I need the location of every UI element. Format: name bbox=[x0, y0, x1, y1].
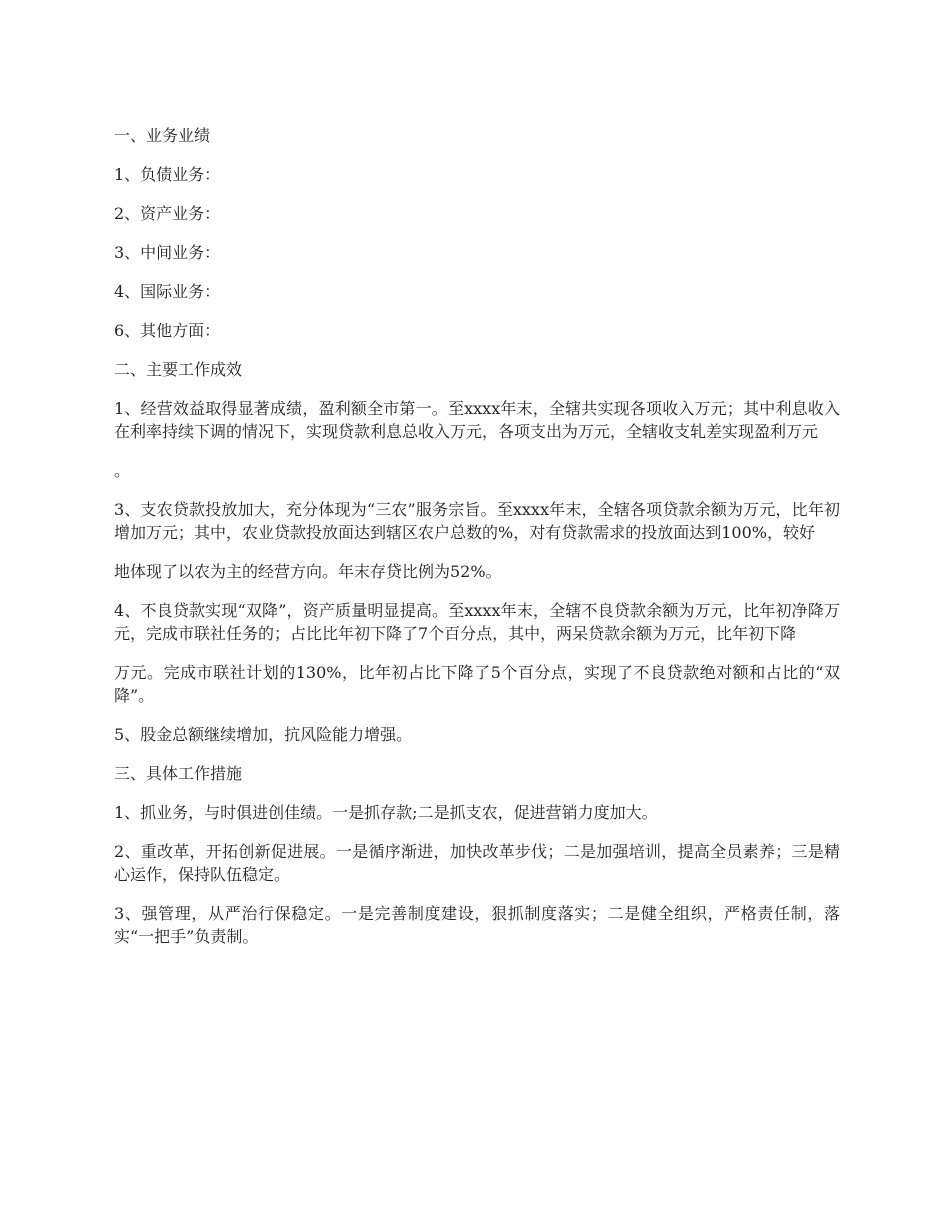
item-intermediary-business: 3、中间业务： bbox=[114, 243, 221, 262]
section-heading-performance: 一、业务业绩 bbox=[114, 126, 211, 145]
paragraph-agri-loans-cont: 地体现了以农为主的经营方向。年末存贷比例为52%。 bbox=[114, 562, 502, 581]
paragraph-share-capital: 5、股金总额继续增加，抗风险能力增强。 bbox=[114, 725, 413, 744]
paragraph-measure-management: 3、强管理，从严治行保稳定。一是完善制度建设，狠抓制度落实；二是健全组织，严格责任制，落实“一把手”负责制。 bbox=[114, 904, 840, 946]
section-heading-achievements: 二、主要工作成效 bbox=[114, 360, 243, 379]
paragraph-agri-loans: 3、支农贷款投放加大，充分体现为“三农”服务宗旨。至xxxx年末，全辖各项贷款余额为万元，比年初增加万元；其中，农业贷款投放面达到辖区农户总数的%，对有贷款需求的投放面达到100%，较好 bbox=[114, 500, 840, 542]
paragraph-operating-profit: 1、经营效益取得显著成绩，盈利额全市第一。至xxxx年末，全辖共实现各项收入万元；其中利息收入在利率持续下调的情况下，实现贷款利息总收入万元，各项支出为万元，全辖收支轧差实现盈利万元 bbox=[114, 399, 840, 441]
item-liability-business: 1、负债业务： bbox=[114, 165, 221, 184]
paragraph-bad-loans-cont: 万元。完成市联社计划的130%，比年初占比下降了5个百分点，实现了不良贷款绝对额和占比的“双降”。 bbox=[114, 663, 840, 705]
document-page bbox=[114, 124, 840, 964]
paragraph-measure-reform: 2、重改革，开拓创新促进展。一是循序渐进，加快改革步伐；二是加强培训，提高全员素养；三是精心运作，保持队伍稳定。 bbox=[114, 842, 840, 884]
paragraph-measure-business: 1、抓业务，与时俱进创佳绩。一是抓存款;二是抓支农，促进营销力度加大。 bbox=[114, 803, 658, 822]
item-international-business: 4、国际业务： bbox=[114, 282, 221, 301]
paragraph-period: 。 bbox=[114, 461, 131, 480]
item-other-aspects: 6、其他方面： bbox=[114, 321, 221, 340]
section-heading-measures: 三、具体工作措施 bbox=[114, 764, 243, 783]
item-asset-business: 2、资产业务： bbox=[114, 204, 221, 223]
paragraph-bad-loans: 4、不良贷款实现“双降”，资产质量明显提高。至xxxx年末，全辖不良贷款余额为万元，比年初净降万元，完成市联社任务的；占比比年初下降了7个百分点，其中，两呆贷款余额为万元，比年初下降 bbox=[114, 601, 840, 643]
